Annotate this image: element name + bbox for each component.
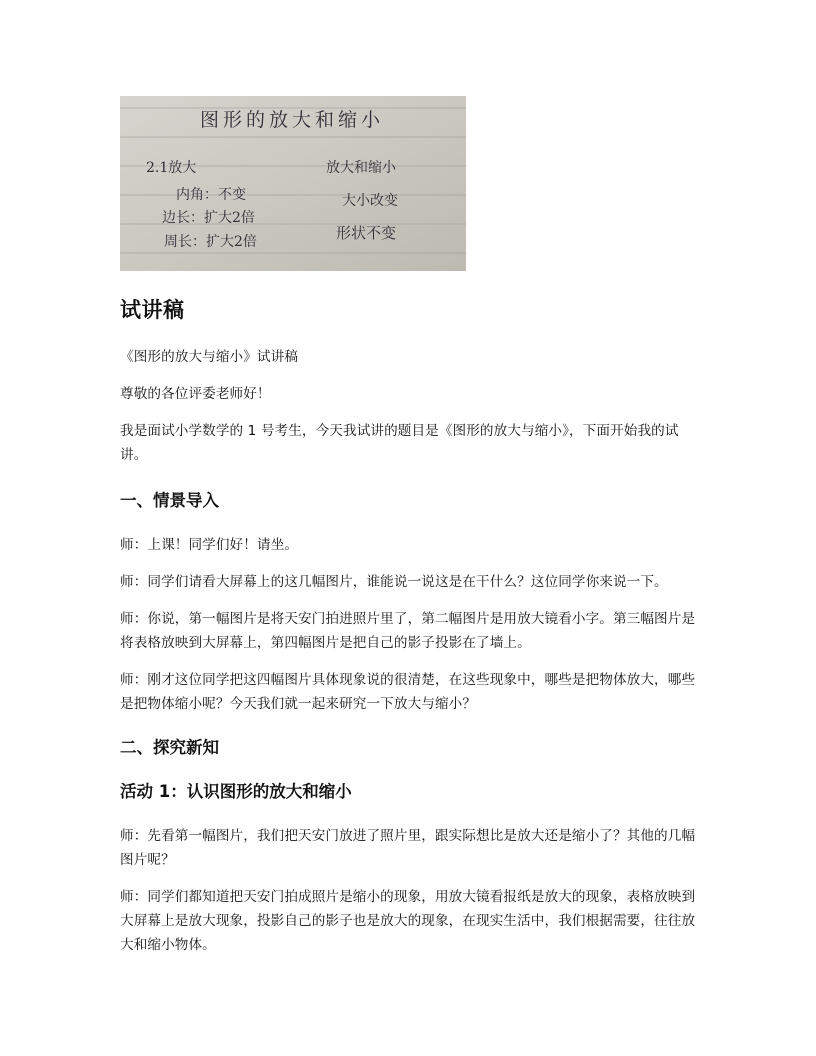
handwritten-notes-photo [120,96,466,271]
intro-paragraph: 我是面试小学数学的 1 号考生，今天我试讲的题目是《图形的放大与缩小》，下面开始我的试讲。 [120,423,679,463]
lecture-title: 《图形的放大与缩小》试讲稿 [120,349,299,365]
paragraph: 师：同学们都知道把天安门拍成照片是缩小的现象，用放大镜看报纸是放大的现象，表格放映到大屏幕上是放大现象，投影自己的影子也是放大的现象，在现实生活中，我们根据需要，往往放大和缩小物体。 [120,889,696,953]
section-heading-2: 二、探究新知 [120,738,219,757]
paragraph: 师：上课！同学们好！请坐。 [120,537,299,553]
activity-heading: 活动 1：认识图形的放大和缩小 [120,782,352,801]
document-heading: 试讲稿 [120,298,185,322]
photo-right-line-3: 形状不变 [336,224,397,242]
photo-right-line-1: 放大和缩小 [326,160,396,176]
photo-title: 图形的放大和缩小 [200,109,385,131]
paragraph: 师：先看第一幅图片，我们把天安门放进了照片里，跟实际想比是放大还是缩小了？其他的几幅图片呢？ [120,828,696,868]
paragraph: 师：同学们请看大屏幕上的这几幅图片，谁能说一说这是在干什么？这位同学你来说一下。 [120,574,668,590]
photo-right-line-2: 大小改变 [342,193,398,209]
section-heading-1: 一、情景导入 [120,491,219,510]
photo-left-line-3: 边长：扩大2倍 [162,210,255,226]
photo-left-line-1: 2.1放大 [146,160,197,176]
greeting: 尊敬的各位评委老师好！ [120,386,271,402]
photo-left-line-2: 内角：不变 [176,187,246,203]
paragraph: 师：你说，第一幅图片是将天安门拍进照片里了，第二幅图片是用放大镜看小字。第三幅图片是将表格放映到大屏幕上，第四幅图片是把自己的影子投影在了墙上。 [120,611,696,651]
paragraph: 师：刚才这位同学把这四幅图片具体现象说的很清楚，在这些现象中，哪些是把物体放大，哪些是把物体缩小呢？今天我们就一起来研究一下放大与缩小？ [120,672,696,712]
document-page [120,96,700,957]
photo-left-line-4: 周长：扩大2倍 [164,234,257,250]
